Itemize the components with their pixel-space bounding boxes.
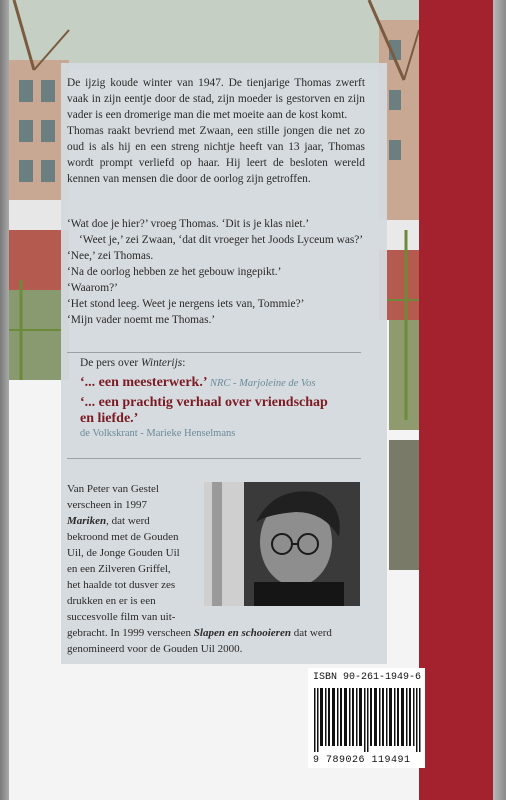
book-title: Slapen en schooieren [193,627,291,639]
bio-line: en een Zilveren Griffel, [67,563,171,575]
barcode-number: 9 789026 119491 [313,755,411,766]
divider [67,352,361,353]
bio-line: drukken en er is een [67,595,156,607]
synopsis [67,75,365,187]
quote-text: en liefde.’ [80,411,139,426]
author-photo [204,482,360,606]
dialog-line: ‘Weet je,’ zei Zwaan, ‘dat dit vroeger het Joods Lyceum was?’ [79,234,364,246]
book-title: Mariken [67,515,107,527]
dialog-line: ‘Nee,’ zei Thomas. [67,250,154,262]
isbn-text: ISBN 90-261-1949-6 [313,672,422,683]
press-heading-title: Winterijs [141,357,183,369]
press-quote [80,395,328,411]
bio-text: verscheen in 1997 [67,499,148,511]
quote-source: de Volkskrant - Marieke Henselmans [80,428,236,439]
bio-line [67,513,197,529]
author-bio [67,481,197,625]
bio-line: bekroond met de Gouden [67,531,179,543]
red-color-band [419,0,493,800]
quote-text: ‘... een prachtig verhaal over vriendschap [80,395,328,410]
dialog-excerpt [67,216,367,328]
bio-line: Van Peter van Gestel [67,483,159,495]
synopsis-paragraph: De ijzig koude winter van 1947. De tienjarige Thomas zwerft vaak in zijn eentje door de stad, zijn moeder is gestorven en zijn vader is een dromerige man die met moeite aan de kost komt. [67,77,365,121]
press-quote [80,411,138,427]
book-spine-shadow [0,0,9,800]
press-heading-suffix: : [182,357,186,369]
press-heading [80,357,185,369]
bio-line: het haalde tot dusver zes [67,579,176,591]
dialog-line: ‘Het stond leeg. Weet je nergens iets van, Tommie?’ [67,298,305,310]
bio-line: succesvolle film van uit- [67,611,176,623]
press-heading-prefix: De pers over [80,357,142,369]
quote-text: ‘... een meesterwerk.’ [80,375,207,390]
dialog-line: ‘Na de oorlog hebben ze het gebouw ingepikt.’ [67,266,282,278]
press-quote [80,375,316,391]
bio-line: Uil, de Jonge Gouden Uil [67,547,180,559]
page-edge [493,0,506,800]
dialog-line: ‘Waarom?’ [67,282,118,294]
bio-text: dat werd [290,627,332,639]
bio-line [67,497,197,513]
bio-text: gebracht. In 1999 verscheen [67,627,194,639]
synopsis-paragraph: Thomas raakt bevriend met Zwaan, een stille jongen die net zo oud is als hij en een streng nichtje heeft van 13 jaar, Thomas wordt prompt verliefd op haar. Hij leert de besloten wereld kennen van mensen die door de oorlog zijn getroffen. [67,125,365,185]
barcode-icon [314,688,422,752]
author-bio-continued [67,625,363,657]
bio-text: , dat werd [106,515,150,527]
dialog-line: ‘Wat doe je hier?’ vroeg Thomas. ‘Dit is je klas niet.’ [67,218,310,230]
bio-text: genomineerd voor de Gouden Uil 2000. [67,643,243,655]
dialog-line: ‘Mijn vader noemt me Thomas.’ [67,314,216,326]
divider [67,458,361,459]
quote-source: NRC - Marjoleine de Vos [209,378,316,389]
